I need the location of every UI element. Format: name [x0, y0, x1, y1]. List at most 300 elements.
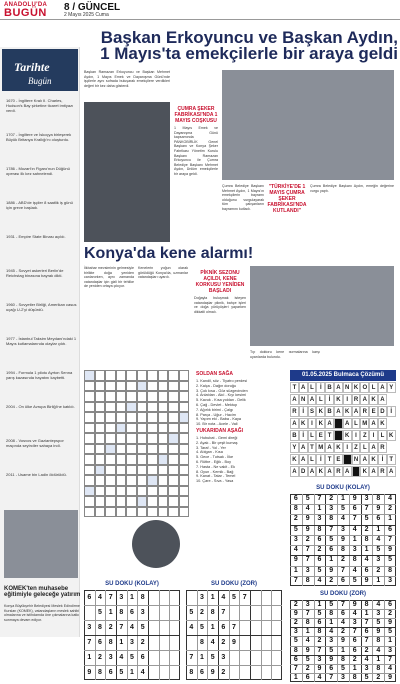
sudoku-cell[interactable]: 8: [305, 619, 310, 627]
sudoku-cell[interactable]: 7: [329, 673, 334, 681]
crossword-cell[interactable]: [95, 423, 106, 434]
sudoku-cell[interactable]: 5: [293, 525, 298, 533]
crossword-cell[interactable]: [116, 486, 127, 497]
crossword-cell[interactable]: [105, 454, 116, 465]
sudoku-cell[interactable]: 5: [352, 576, 357, 584]
sudoku-cell[interactable]: 1: [376, 525, 381, 533]
crossword-cell[interactable]: [158, 433, 169, 444]
sudoku-cell[interactable]: 4: [352, 525, 357, 533]
sudoku-cell[interactable]: 9: [364, 576, 369, 584]
sudoku-cell[interactable]: 7: [189, 654, 194, 661]
crossword-cell[interactable]: [84, 433, 95, 444]
sudoku-cell[interactable]: 3: [352, 619, 357, 627]
sudoku-cell[interactable]: 4: [189, 624, 194, 631]
crossword-cell[interactable]: [84, 412, 95, 423]
crossword-cell[interactable]: [179, 465, 190, 476]
crossword-cell[interactable]: [105, 412, 116, 423]
crossword-cell[interactable]: [179, 433, 190, 444]
sudoku-cell[interactable]: 1: [210, 594, 215, 601]
crossword-cell[interactable]: [116, 370, 127, 381]
sudoku-cell[interactable]: 7: [317, 495, 322, 502]
sudoku-cell[interactable]: 4: [293, 546, 298, 554]
crossword-cell[interactable]: [95, 412, 106, 423]
sudoku-cell[interactable]: 3: [329, 637, 334, 645]
crossword-cell[interactable]: [84, 496, 95, 507]
sudoku-cell[interactable]: 3: [305, 601, 310, 608]
sudoku-cell[interactable]: [229, 605, 240, 620]
sudoku-cell[interactable]: 9: [305, 525, 310, 533]
sudoku-cell[interactable]: 4: [305, 505, 310, 513]
crossword-cell[interactable]: [137, 444, 148, 455]
sudoku-cell[interactable]: 4: [364, 655, 369, 663]
sudoku-cell[interactable]: 5: [376, 619, 381, 627]
crossword-cell[interactable]: [105, 381, 116, 392]
sudoku-cell[interactable]: 4: [341, 515, 345, 523]
sudoku-cell[interactable]: 1: [352, 535, 357, 543]
crossword-cell[interactable]: [137, 381, 148, 392]
sudoku-cell[interactable]: 2: [305, 535, 310, 543]
crossword-cell[interactable]: [126, 391, 137, 402]
sudoku-cell[interactable]: 6: [317, 619, 322, 627]
sudoku-cell[interactable]: 2: [341, 556, 345, 564]
sudoku-cell[interactable]: 7: [305, 610, 310, 618]
crossword-cell[interactable]: [116, 475, 127, 486]
sudoku-cell[interactable]: 3: [376, 610, 381, 618]
sudoku-cell[interactable]: 6: [329, 546, 334, 554]
crossword-cell[interactable]: [95, 381, 106, 392]
sudoku-cell[interactable]: 7: [221, 609, 226, 616]
crossword-cell[interactable]: [105, 444, 116, 455]
crossword-cell[interactable]: [126, 475, 137, 486]
sudoku-cell[interactable]: 7: [329, 525, 334, 533]
sudoku-cell[interactable]: 4: [352, 566, 357, 574]
crossword-cell[interactable]: [158, 391, 169, 402]
sudoku-cell[interactable]: 6: [305, 673, 310, 681]
sudoku-cell[interactable]: 3: [341, 525, 345, 533]
sudoku-cell[interactable]: 1: [293, 673, 298, 681]
sudoku-cell[interactable]: 8: [376, 637, 381, 645]
sudoku-cell[interactable]: 3: [329, 505, 334, 513]
sudoku-cell[interactable]: 5: [119, 669, 124, 676]
sudoku-cell[interactable]: 1: [317, 505, 322, 513]
sudoku-cell[interactable]: 5: [210, 654, 215, 661]
sudoku-cell[interactable]: 8: [293, 505, 298, 513]
sudoku-cell[interactable]: 1: [317, 601, 322, 608]
sudoku-cell[interactable]: 8: [98, 669, 102, 676]
crossword-cell[interactable]: [147, 465, 158, 476]
sudoku-cell[interactable]: 9: [329, 566, 334, 574]
crossword-cell[interactable]: [158, 486, 169, 497]
sudoku-cell[interactable]: 8: [341, 546, 345, 554]
crossword-cell[interactable]: [168, 507, 179, 518]
sudoku-cell[interactable]: 8: [352, 673, 357, 681]
sudoku-cell[interactable]: 5: [305, 655, 310, 663]
sudoku-cell[interactable]: 4: [140, 669, 145, 676]
sudoku-cell[interactable]: 2: [376, 673, 381, 681]
sudoku-cell[interactable]: 3: [352, 546, 357, 554]
sudoku-cell[interactable]: 1: [376, 655, 381, 663]
sudoku-cell[interactable]: 2: [317, 546, 322, 554]
sudoku-cell[interactable]: 5: [388, 556, 393, 564]
sudoku-cell[interactable]: 4: [376, 646, 381, 654]
sudoku-cell[interactable]: 1: [130, 669, 134, 676]
sudoku-cell[interactable]: 4: [210, 639, 215, 646]
crossword-cell[interactable]: [179, 381, 190, 392]
crossword-cell[interactable]: [158, 370, 169, 381]
crossword-cell[interactable]: [147, 412, 158, 423]
crossword-cell[interactable]: [137, 507, 148, 518]
sudoku-cell[interactable]: 1: [210, 624, 215, 631]
sudoku-cell[interactable]: 2: [140, 639, 145, 646]
sudoku-cell[interactable]: 6: [364, 566, 369, 574]
sudoku-cell[interactable]: 6: [130, 609, 134, 616]
sudoku-cell[interactable]: 3: [317, 655, 322, 663]
crossword-cell[interactable]: [137, 370, 148, 381]
sudoku-cell[interactable]: 8: [364, 601, 369, 608]
sudoku-cell[interactable]: 7: [388, 535, 393, 543]
crossword-cell[interactable]: [137, 391, 148, 402]
sudoku-cell[interactable]: 7: [232, 624, 236, 631]
crossword-cell[interactable]: [105, 465, 116, 476]
crossword-cell[interactable]: [84, 402, 95, 413]
sudoku-cell[interactable]: 7: [364, 637, 369, 645]
sudoku-cell[interactable]: 4: [119, 654, 124, 661]
sudoku-cell[interactable]: 2: [293, 515, 298, 523]
crossword-cell[interactable]: [105, 496, 116, 507]
sudoku-cell[interactable]: 9: [232, 639, 236, 646]
sudoku-cell[interactable]: 4: [388, 664, 393, 672]
crossword-cell[interactable]: [158, 402, 169, 413]
crossword-cell[interactable]: [84, 391, 95, 402]
crossword-cell[interactable]: [147, 370, 158, 381]
sudoku-cell[interactable]: 9: [210, 669, 215, 676]
sudoku-cell[interactable]: 5: [140, 624, 145, 631]
crossword-cell[interactable]: [126, 423, 137, 434]
crossword-cell[interactable]: [158, 381, 169, 392]
sudoku-cell[interactable]: 8: [388, 566, 393, 574]
crossword-cell[interactable]: [168, 454, 179, 465]
sudoku-cell[interactable]: 1: [305, 628, 310, 636]
sudoku-cell[interactable]: 2: [341, 628, 345, 636]
sudoku-cell[interactable]: 1: [376, 576, 381, 584]
crossword-cell[interactable]: [179, 444, 190, 455]
sudoku-cell[interactable]: 5: [388, 628, 393, 636]
sudoku-cell[interactable]: 5: [317, 566, 322, 574]
sudoku-cell[interactable]: 6: [364, 628, 369, 636]
sudoku-cell[interactable]: 6: [329, 664, 334, 672]
sudoku-cell[interactable]: 8: [305, 576, 310, 584]
sudoku-cell[interactable]: 4: [388, 495, 393, 502]
crossword-cell[interactable]: [116, 402, 127, 413]
crossword-cell[interactable]: [147, 381, 158, 392]
crossword-cell[interactable]: [84, 381, 95, 392]
sudoku-cell[interactable]: 3: [376, 556, 381, 564]
sudoku-cell[interactable]: 1: [352, 664, 357, 672]
sudoku-cell[interactable]: 2: [305, 664, 310, 672]
crossword-cell[interactable]: [95, 454, 106, 465]
sudoku-cell[interactable]: 9: [388, 673, 393, 681]
sudoku-cell[interactable]: 3: [293, 535, 298, 543]
sudoku-cell[interactable]: 4: [130, 624, 134, 631]
sudoku-cell[interactable]: 1: [130, 594, 134, 601]
crossword-cell[interactable]: [116, 412, 127, 423]
sudoku-cell[interactable]: 7: [341, 566, 345, 574]
sudoku-cell[interactable]: 6: [388, 525, 393, 533]
sudoku-cell[interactable]: 1: [200, 654, 204, 661]
crossword-cell[interactable]: [168, 486, 179, 497]
crossword-cell[interactable]: [84, 486, 95, 497]
crossword-cell[interactable]: [137, 402, 148, 413]
sudoku-cell[interactable]: 8: [329, 610, 334, 618]
sudoku-cell[interactable]: 8: [119, 609, 124, 616]
crossword-cell[interactable]: [158, 507, 169, 518]
sudoku-cell[interactable]: [148, 605, 159, 620]
crossword-cell[interactable]: [147, 423, 158, 434]
crossword-cell[interactable]: [84, 423, 95, 434]
sudoku-cell[interactable]: 8: [108, 639, 113, 646]
sudoku-cell[interactable]: 1: [364, 546, 369, 554]
crossword-cell[interactable]: [105, 486, 116, 497]
sudoku-cell[interactable]: 9: [317, 664, 322, 672]
crossword-cell[interactable]: [116, 465, 127, 476]
sudoku-cell[interactable]: 3: [293, 628, 298, 636]
sudoku-cell[interactable]: 9: [305, 515, 310, 523]
sudoku-cell[interactable]: 4: [98, 594, 102, 601]
sudoku-cell[interactable]: 3: [388, 576, 393, 584]
sudoku-cell[interactable]: 3: [108, 654, 113, 661]
sudoku-cell[interactable]: 9: [341, 535, 345, 543]
sudoku-cell[interactable]: 6: [376, 515, 381, 523]
sudoku-cell[interactable]: 3: [200, 594, 204, 601]
crossword-cell[interactable]: [116, 444, 127, 455]
sudoku-cell[interactable]: 1: [341, 495, 345, 502]
crossword-cell[interactable]: [105, 423, 116, 434]
sudoku-cell[interactable]: 8: [317, 525, 322, 533]
sudoku-cell[interactable]: 1: [388, 637, 393, 645]
crossword-cell[interactable]: [126, 496, 137, 507]
sudoku-cell[interactable]: 9: [293, 556, 298, 564]
crossword-cell[interactable]: [126, 433, 137, 444]
crossword-cell[interactable]: [168, 465, 179, 476]
sudoku-cell[interactable]: 6: [200, 669, 204, 676]
sudoku-cell[interactable]: 8: [352, 556, 357, 564]
crossword-cell[interactable]: [168, 381, 179, 392]
crossword-cell[interactable]: [158, 465, 169, 476]
sudoku-cell[interactable]: 4: [329, 628, 334, 636]
sudoku-cell[interactable]: 4: [352, 610, 357, 618]
crossword-cell[interactable]: [84, 454, 95, 465]
sudoku-cell[interactable]: 9: [352, 601, 357, 608]
sudoku-cell[interactable]: 6: [352, 505, 357, 513]
sudoku-cell[interactable]: 5: [364, 673, 369, 681]
sudoku-cell[interactable]: 4: [305, 637, 310, 645]
crossword-cell[interactable]: [126, 444, 137, 455]
sudoku-cell[interactable]: 8: [376, 495, 381, 502]
sudoku-cell[interactable]: 5: [200, 624, 204, 631]
sudoku-cell[interactable]: 5: [329, 601, 334, 608]
sudoku-cell[interactable]: 5: [189, 609, 194, 616]
sudoku-cell[interactable]: [186, 590, 197, 605]
sudoku-cell[interactable]: 3: [364, 495, 369, 502]
crossword-cell[interactable]: [84, 444, 95, 455]
crossword-cell[interactable]: [126, 486, 137, 497]
crossword-cell[interactable]: [179, 402, 190, 413]
crossword-cell[interactable]: [137, 496, 148, 507]
crossword-cell[interactable]: [137, 423, 148, 434]
sudoku-cell[interactable]: 7: [242, 594, 247, 601]
sudoku-cell[interactable]: 8: [200, 639, 204, 646]
sudoku-cell[interactable]: 9: [388, 546, 393, 554]
crossword-cell[interactable]: [126, 402, 137, 413]
sudoku-cell[interactable]: 2: [329, 495, 334, 502]
crossword-cell[interactable]: [168, 391, 179, 402]
crossword-cell[interactable]: [179, 475, 190, 486]
sudoku-cell[interactable]: 7: [317, 646, 322, 654]
sudoku-cell[interactable]: 8: [293, 646, 298, 654]
crossword-cell[interactable]: [179, 486, 190, 497]
crossword-cell[interactable]: [137, 486, 148, 497]
sudoku-cell[interactable]: 6: [293, 655, 298, 663]
crossword-cell[interactable]: [147, 454, 158, 465]
sudoku-cell[interactable]: [229, 650, 240, 665]
sudoku-cell[interactable]: 6: [98, 639, 102, 646]
crossword-cell[interactable]: [84, 475, 95, 486]
sudoku-cell[interactable]: 7: [87, 639, 92, 646]
sudoku-cell[interactable]: 2: [388, 610, 393, 618]
sudoku-cell[interactable]: 1: [329, 556, 334, 564]
sudoku-cell[interactable]: 2: [200, 609, 204, 616]
sudoku-cell[interactable]: 2: [98, 654, 102, 661]
crossword-cell[interactable]: [137, 454, 148, 465]
crossword-cell[interactable]: [126, 370, 137, 381]
sudoku-cell[interactable]: 5: [329, 535, 334, 543]
crossword-cell[interactable]: [158, 423, 169, 434]
sudoku-cell[interactable]: 5: [305, 495, 310, 502]
sudoku-cell[interactable]: 5: [232, 594, 236, 601]
sudoku-cell[interactable]: 6: [317, 556, 322, 564]
crossword-cell[interactable]: [158, 444, 169, 455]
sudoku-cell[interactable]: 8: [189, 669, 194, 676]
sudoku-cell[interactable]: 8: [341, 655, 345, 663]
sudoku-cell[interactable]: 4: [317, 576, 322, 584]
crossword-cell[interactable]: [126, 454, 137, 465]
crossword-cell[interactable]: [137, 465, 148, 476]
crossword-cell[interactable]: [168, 402, 179, 413]
sudoku-cell[interactable]: 5: [341, 505, 345, 513]
sudoku-cell[interactable]: 3: [364, 664, 369, 672]
crossword-cell[interactable]: [179, 423, 190, 434]
sudoku-cell[interactable]: 2: [376, 566, 381, 574]
crossword-cell[interactable]: [147, 444, 158, 455]
crossword-cell[interactable]: [147, 433, 158, 444]
sudoku-cell[interactable]: 4: [317, 673, 322, 681]
sudoku-cell[interactable]: [84, 605, 95, 620]
crossword-cell[interactable]: [116, 454, 127, 465]
sudoku-cell[interactable]: 3: [221, 654, 226, 661]
sudoku-cell[interactable]: 6: [293, 495, 298, 502]
crossword-cell[interactable]: [105, 475, 116, 486]
crossword-cell[interactable]: [116, 433, 127, 444]
crossword-cell[interactable]: [158, 496, 169, 507]
crossword-cell[interactable]: [95, 465, 106, 476]
crossword-cell[interactable]: [105, 402, 116, 413]
sudoku-cell[interactable]: 7: [119, 624, 124, 631]
crossword-cell[interactable]: [126, 465, 137, 476]
crossword-cell[interactable]: [168, 433, 179, 444]
sudoku-cell[interactable]: 2: [329, 576, 334, 584]
crossword-cell[interactable]: [84, 507, 95, 518]
sudoku-cell[interactable]: 5: [317, 610, 322, 618]
sudoku-cell[interactable]: 7: [352, 628, 357, 636]
sudoku-cell[interactable]: 8: [98, 624, 102, 631]
sudoku-cell[interactable]: 5: [98, 609, 102, 616]
sudoku-cell[interactable]: 1: [329, 619, 334, 627]
sudoku-cell[interactable]: 2: [293, 601, 298, 608]
crossword-cell[interactable]: [147, 402, 158, 413]
crossword-cell[interactable]: [95, 402, 106, 413]
sudoku-cell[interactable]: 1: [87, 654, 92, 661]
crossword-cell[interactable]: [116, 496, 127, 507]
crossword-cell[interactable]: [95, 496, 106, 507]
sudoku-cell[interactable]: 9: [87, 669, 92, 676]
sudoku-cell[interactable]: 7: [364, 619, 369, 627]
crossword-cell[interactable]: [126, 412, 137, 423]
sudoku-cell[interactable]: 3: [317, 515, 322, 523]
crossword-cell[interactable]: [147, 496, 158, 507]
crossword-cell[interactable]: [116, 391, 127, 402]
sudoku-cell[interactable]: 8: [376, 664, 381, 672]
crossword-cell[interactable]: [147, 486, 158, 497]
sudoku-cell[interactable]: 6: [341, 610, 345, 618]
sudoku-cell[interactable]: 2: [293, 619, 298, 627]
sudoku-cell[interactable]: 5: [329, 646, 334, 654]
crossword-cell[interactable]: [84, 370, 95, 381]
sudoku-cell[interactable]: 7: [305, 546, 310, 554]
sudoku-cell[interactable]: 5: [130, 654, 134, 661]
sudoku-cell[interactable]: 6: [140, 654, 145, 661]
sudoku-cell[interactable]: 4: [221, 594, 226, 601]
sudoku-cell[interactable]: 6: [108, 669, 113, 676]
crossword-cell[interactable]: [168, 496, 179, 507]
sudoku-cell[interactable]: 6: [221, 624, 226, 631]
sudoku-cell[interactable]: 7: [364, 505, 369, 513]
sudoku-cell[interactable]: 9: [293, 610, 298, 618]
sudoku-cell[interactable]: 2: [352, 655, 357, 663]
sudoku-cell[interactable]: 3: [119, 594, 124, 601]
sudoku-cell[interactable]: 4: [376, 535, 381, 543]
sudoku-cell[interactable]: 9: [329, 655, 334, 663]
crossword-cell[interactable]: [126, 381, 137, 392]
sudoku-cell[interactable]: 9: [376, 505, 381, 513]
crossword-cell[interactable]: [116, 507, 127, 518]
sudoku-cell[interactable]: 7: [305, 556, 310, 564]
sudoku-cell[interactable]: 3: [305, 566, 310, 574]
crossword-cell[interactable]: [179, 412, 190, 423]
crossword-cell[interactable]: [95, 444, 106, 455]
sudoku-cell[interactable]: 6: [352, 646, 357, 654]
sudoku-cell[interactable]: 9: [388, 619, 393, 627]
crossword-cell[interactable]: [116, 423, 127, 434]
crossword-cell[interactable]: [137, 433, 148, 444]
crossword-cell[interactable]: [147, 391, 158, 402]
sudoku-cell[interactable]: 6: [341, 576, 345, 584]
sudoku-cell[interactable]: 5: [293, 637, 298, 645]
sudoku-cell[interactable]: 1: [388, 515, 393, 523]
crossword-cell[interactable]: [105, 391, 116, 402]
sudoku-cell[interactable]: 6: [352, 637, 357, 645]
sudoku-cell[interactable]: 4: [341, 619, 345, 627]
sudoku-cell[interactable]: 3: [87, 624, 92, 631]
